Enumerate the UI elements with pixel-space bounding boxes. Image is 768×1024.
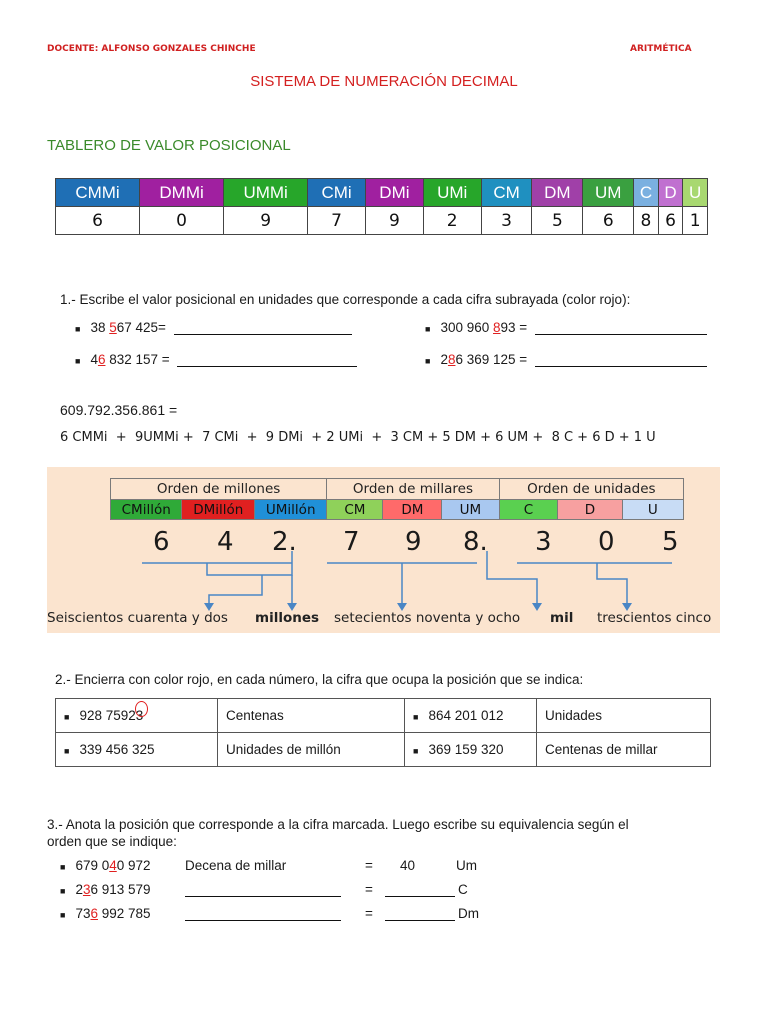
big-digit: 4	[217, 527, 234, 557]
order-cell-cm: CM	[327, 500, 383, 520]
big-digit: 9	[405, 527, 422, 557]
word-mil: mil	[550, 610, 574, 626]
q2-position: Unidades de millón	[218, 733, 405, 767]
big-digit: 5	[662, 527, 679, 557]
grouping-arrows	[47, 467, 720, 633]
order-cell-dm: DM	[383, 500, 442, 520]
q1-item: ■ 38 567 425=	[75, 320, 352, 335]
board-digit: 9	[224, 207, 308, 235]
q1-item: ■ 300 960 893 =	[425, 320, 707, 335]
board-digit: 3	[481, 207, 532, 235]
q1-item: ■ 46 832 157 =	[75, 352, 357, 367]
positional-board	[55, 178, 708, 235]
order-cell-dmillón: DMillón	[182, 500, 255, 520]
board-header-umi: UMi	[423, 179, 481, 207]
words-thousands: setecientos noventa y ocho	[334, 610, 521, 626]
big-digit: 6	[153, 527, 170, 557]
q2-position: Unidades	[537, 699, 711, 733]
q2-position: Centenas	[218, 699, 405, 733]
order-cell-d: D	[558, 500, 622, 520]
table-row	[56, 733, 711, 767]
q3-prompt-line2: orden que se indique:	[47, 834, 177, 849]
order-units: Orden de unidades	[499, 479, 683, 500]
board-header-dm: DM	[532, 179, 583, 207]
arrow-millions-words	[209, 575, 262, 607]
words-millions: Seiscientos cuarenta y dos	[47, 610, 228, 626]
page-title: SISTEMA DE NUMERACIÓN DECIMAL	[250, 73, 518, 90]
q2-number: ■ 864 201 012	[405, 699, 537, 733]
order-cell-cmillón: CMillón	[111, 500, 182, 520]
big-digit: 7	[343, 527, 360, 557]
board-digit: 6	[658, 207, 683, 235]
board-header-d: D	[658, 179, 683, 207]
order-cell-c: C	[499, 500, 558, 520]
expansion-terms: 6 CMMi + 9UMMi + 7 CMi + 9 DMi + 2 UMi + 3 CM + 5 DM + 6 UM + 8 C + 6 D + 1 U	[60, 430, 656, 445]
q3-prompt-line1: 3.- Anota la posición que corresponde a la cifra marcada. Luego escribe su equivalencia según el	[47, 817, 629, 832]
board-digit: 6	[583, 207, 634, 235]
table-row	[56, 699, 711, 733]
board-digit: 7	[308, 207, 366, 235]
board-digit: 8	[634, 207, 659, 235]
q3-item: ■ 736 992 785 = Dm	[60, 906, 479, 921]
words-units: trescientos cinco	[597, 610, 712, 626]
order-cell-um: UM	[442, 500, 499, 520]
q3-item: ■ 236 913 579 = C	[60, 882, 468, 897]
order-thousands: Orden de millares	[327, 479, 499, 500]
order-millions: Orden de millones	[111, 479, 327, 500]
board-header-cm: CM	[481, 179, 532, 207]
board-digit: 0	[140, 207, 224, 235]
board-header-cmi: CMi	[308, 179, 366, 207]
board-header-um: UM	[583, 179, 634, 207]
board-digit: 5	[532, 207, 583, 235]
board-digit: 1	[683, 207, 708, 235]
orders-panel	[47, 467, 720, 633]
board-header-c: C	[634, 179, 659, 207]
board-digit: 6	[56, 207, 140, 235]
word-millones: millones	[255, 610, 320, 626]
q1-prompt: 1.- Escribe el valor posicional en unidades que corresponde a cada cifra subrayada (color rojo):	[60, 292, 631, 307]
order-cell-u: U	[622, 500, 683, 520]
arrow-thousands	[487, 551, 537, 607]
q3-item: ■ 679 040 972 Decena de millar = 40 Um	[60, 858, 477, 873]
q2-number: ■ 369 159 320	[405, 733, 537, 767]
teacher-name: DOCENTE: ALFONSO GONZALES CHINCHE	[47, 44, 256, 54]
board-header-cmmi: CMMi	[56, 179, 140, 207]
board-digit: 2	[423, 207, 481, 235]
big-digit: 2.	[272, 527, 297, 557]
big-digit: 8.	[463, 527, 488, 557]
q2-number: ■ 339 456 325	[56, 733, 218, 767]
board-header-dmi: DMi	[366, 179, 424, 207]
board-title: TABLERO DE VALOR POSICIONAL	[47, 137, 291, 154]
big-digit: 0	[598, 527, 615, 557]
q1-item: ■ 286 369 125 =	[425, 352, 707, 367]
q2-table	[55, 698, 711, 767]
board-header-u: U	[683, 179, 708, 207]
q2-prompt: 2.- Encierra con color rojo, en cada número, la cifra que ocupa la posición que se indica:	[55, 672, 584, 687]
q2-number: ■ 928 75923	[56, 699, 218, 733]
expansion-number: 609.792.356.861 =	[60, 402, 178, 418]
board-digit: 9	[366, 207, 424, 235]
order-cell-umillón: UMillón	[255, 500, 327, 520]
subject-name: ARITMÉTICA	[630, 44, 692, 54]
board-header-ummi: UMMi	[224, 179, 308, 207]
board-header-dmmi: DMMi	[140, 179, 224, 207]
q2-position: Centenas de millar	[537, 733, 711, 767]
red-circle-mark	[135, 701, 148, 717]
big-digit: 3	[535, 527, 552, 557]
arrow-units	[597, 563, 627, 607]
